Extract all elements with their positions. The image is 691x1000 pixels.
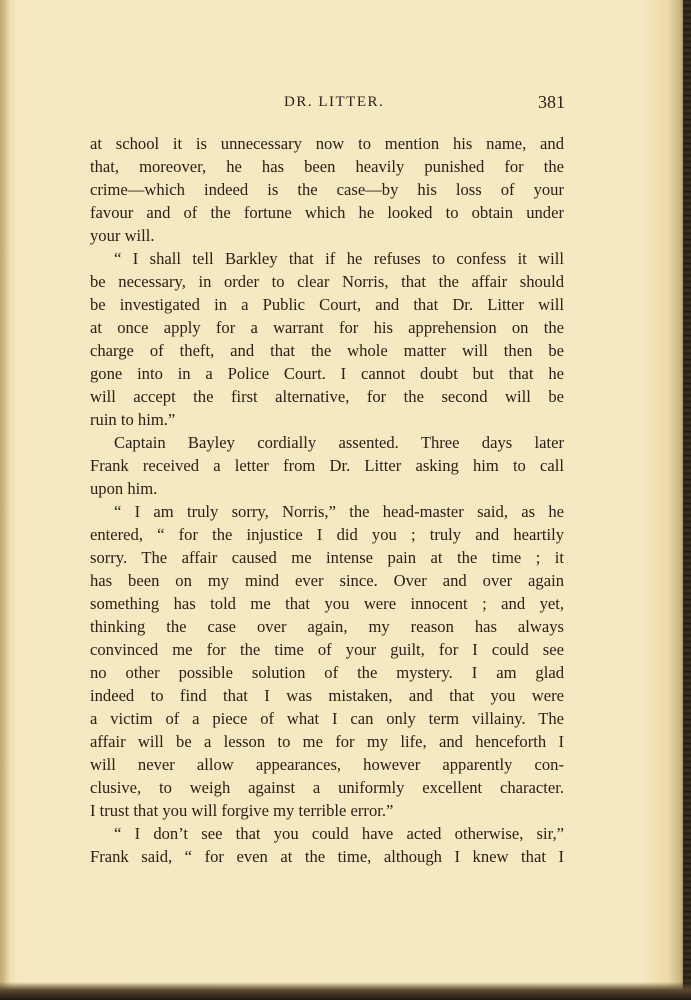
- text-line: ruin to him.”: [90, 410, 176, 429]
- spine-shadow: [0, 0, 10, 1000]
- running-head-title: DR. LITTER.: [284, 94, 385, 110]
- text-line: convinced me for the time of your guilt, for I could see: [90, 640, 564, 659]
- text-line: gone into in a Police Court. I cannot doubt but that he: [90, 364, 564, 383]
- text-line: at once apply for a warrant for his apprehension on the: [90, 318, 564, 337]
- text-line: will never allow appearances, however apparently con-: [90, 755, 564, 774]
- text-line: charge of theft, and that the whole matter will then be: [90, 341, 564, 360]
- text-line: “ I am truly sorry, Norris,” the head-master said, as he: [114, 502, 564, 521]
- text-line: has been on my mind ever since. Over and over again: [90, 571, 564, 590]
- text-line: clusive, to weigh against a uniformly excellent character.: [90, 778, 564, 797]
- text-line: Frank said, “ for even at the time, although I knew that I: [90, 847, 564, 866]
- text-line: that, moreover, he has been heavily punished for the: [90, 157, 564, 176]
- text-line: Frank received a letter from Dr. Litter asking him to call: [90, 456, 564, 475]
- page-edge-bottom: [0, 982, 691, 1000]
- text-line: sorry. The affair caused me intense pain at the time ; it: [90, 548, 564, 567]
- text-line: Captain Bayley cordially assented. Three days later: [114, 433, 564, 452]
- text-line: I trust that you will forgive my terrible error.”: [90, 801, 394, 820]
- text-line: something has told me that you were innocent ; and yet,: [90, 594, 564, 613]
- text-line: upon him.: [90, 479, 158, 498]
- text-line: a victim of a piece of what I can only term villainy. The: [90, 709, 564, 728]
- text-line: thinking the case over again, my reason has always: [90, 617, 564, 636]
- text-line: “ I shall tell Barkley that if he refuses to confess it will: [114, 249, 564, 268]
- text-line: affair will be a lesson to me for my life, and henceforth I: [90, 732, 564, 751]
- body-text: [90, 132, 564, 868]
- page-number: 381: [538, 92, 565, 112]
- text-line: favour and of the fortune which he looked to obtain under: [90, 203, 564, 222]
- text-line: no other possible solution of the mystery. I am glad: [90, 663, 564, 682]
- text-line: will accept the first alternative, for the second will be: [90, 387, 564, 406]
- text-line: be investigated in a Public Court, and that Dr. Litter will: [90, 295, 564, 314]
- text-line: indeed to find that I was mistaken, and that you were: [90, 686, 564, 705]
- running-head: [90, 92, 565, 116]
- text-line: entered, “ for the injustice I did you ; truly and heartily: [90, 525, 564, 544]
- page-edge-right: [683, 0, 691, 1000]
- text-line: at school it is unnecessary now to mention his name, and: [90, 134, 564, 153]
- text-line: be necessary, in order to clear Norris, that the affair should: [90, 272, 564, 291]
- text-line: your will.: [90, 226, 155, 245]
- text-line: “ I don’t see that you could have acted otherwise, sir,”: [114, 824, 564, 843]
- text-line: crime—which indeed is the case—by his loss of your: [90, 180, 564, 199]
